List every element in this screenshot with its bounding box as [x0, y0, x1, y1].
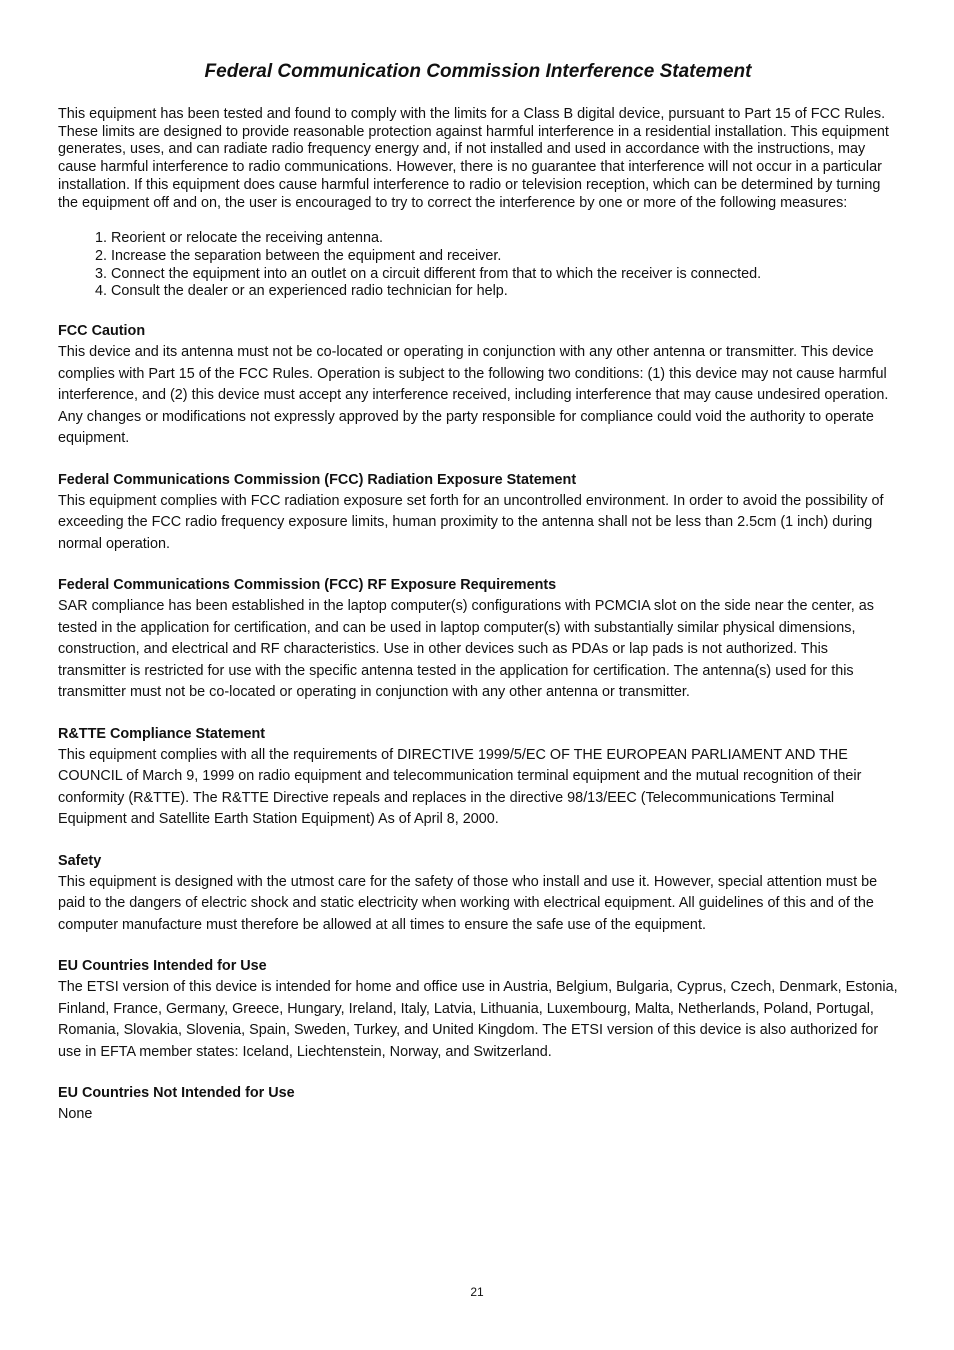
- measures-list: [95, 230, 898, 301]
- page-number: 21: [470, 1285, 484, 1299]
- section-rf-exposure: [58, 575, 898, 704]
- list-item: 3. Connect the equipment into an outlet on a circuit different from that to which the receiver is connected.: [95, 265, 762, 282]
- section-heading: R&TTE Compliance Statement: [58, 725, 266, 742]
- intro-paragraph: This equipment has been tested and found to comply with the limits for a Class B digital device, pursuant to Part 15 of FCC Rules. These limits are designed to provide reasonable protection against harmful interference in a residential installation. This equipment generates, uses, and can radiate radio frequency energy and, if not installed and used in accordance with the instructions, may cause harmful interference to radio communications. However, there is no guarantee that interference will not occur in a particular installation. If this equipment does cause harmful interference to radio or television reception, which can be determined by turning the equipment off and on, the user is encouraged to try to correct the interference by one or more of the following measures:: [58, 106, 889, 211]
- section-text: The ETSI version of this device is intended for home and office use in Austria, Belgium, Bulgaria, Cyprus, Czech, Denmark, Estonia, Finland, France, Germany, Greece, Hungary, Ireland, Italy, Latvia, Lithuania, Luxembourg, Malta, Netherlands, Poland, Portugal, Romania, Slovakia, Slovenia, Spain, Sweden, Turkey, and United Kingdom. The ETSI version of this device is also authorized for use in EFTA member states: Iceland, Liechtenstein, Norway, and Switzerland.: [58, 979, 898, 1060]
- section-text: SAR compliance has been established in the laptop computer(s) configurations with PCMCIA slot on the side near the center, as tested in the application for certification, and can be used in laptop computer(s) with substantially similar physical dimensions, construction, and electrical and RF characteristics. Use in other devices such as PDAs or lap pads is not authorized. This transmitter is restricted for use with the specific antenna tested in the application for certification. The antenna(s) used for this transmitter must not be co-located or operating in conjunction with any other antenna or transmitter.: [58, 598, 874, 701]
- section-heading: FCC Caution: [58, 323, 146, 340]
- section-text: This equipment complies with all the requirements of DIRECTIVE 1999/5/EC OF THE EUROPEAN PARLIAMENT AND THE COUNCIL of March 9, 1999 on radio equipment and telecommunication terminal equipment and the mutual recognition of their conformity (R&TTE). The R&TTE Directive repeals and replaces in the directive 98/13/EEC (Telecommunications Terminal Equipment and Satellite Earth Station Equipment) As of April 8, 2000.: [58, 746, 862, 828]
- section-eu-not-intended: [58, 1083, 898, 1126]
- page-title: Federal Communication Commission Interference Statement: [204, 61, 752, 82]
- list-item: 2. Increase the separation between the equipment and receiver.: [95, 247, 502, 264]
- section-text: This equipment complies with FCC radiation exposure set forth for an uncontrolled environment. In order to avoid the possibility of exceeding the FCC radio frequency exposure limits, human proximity to the antenna shall not be less than 2.5cm (1 inch) during normal operation.: [58, 492, 884, 552]
- section-heading: EU Countries Intended for Use: [58, 958, 267, 975]
- section-text: None: [58, 1106, 93, 1123]
- section-text: This device and its antenna must not be co-located or operating in conjunction with any other antenna or transmitter. This device complies with Part 15 of the FCC Rules. Operation is subject to the following two conditions: (1) this device may not cause harmful interference, and (2) this device must accept any interference received, including interference that may cause undesired operation. Any changes or modifications not expressly approved by the party responsible for compliance could void the authority to operate equipment.: [58, 344, 889, 447]
- document-page: [58, 60, 898, 1126]
- section-fcc-caution: [58, 321, 898, 450]
- section-safety: [58, 851, 898, 937]
- section-radiation-exposure: [58, 470, 898, 556]
- section-text: This equipment is designed with the utmost care for the safety of those who install and use it. However, special attention must be paid to the dangers of electric shock and static electricity when working with electrical equipment. All guidelines of this and of the computer manufacture must therefore be allowed at all times to ensure the safe use of the equipment.: [58, 873, 878, 933]
- section-heading: EU Countries Not Intended for Use: [58, 1085, 295, 1102]
- section-heading: Federal Communications Commission (FCC) Radiation Exposure Statement: [58, 471, 577, 488]
- section-rtte: [58, 724, 898, 831]
- section-heading: Safety: [58, 852, 102, 869]
- section-eu-intended: [58, 956, 898, 1063]
- list-item: 4. Consult the dealer or an experienced radio technician for help.: [95, 283, 508, 300]
- list-item: 1. Reorient or relocate the receiving antenna.: [95, 230, 383, 247]
- section-heading: Federal Communications Commission (FCC) RF Exposure Requirements: [58, 577, 557, 594]
